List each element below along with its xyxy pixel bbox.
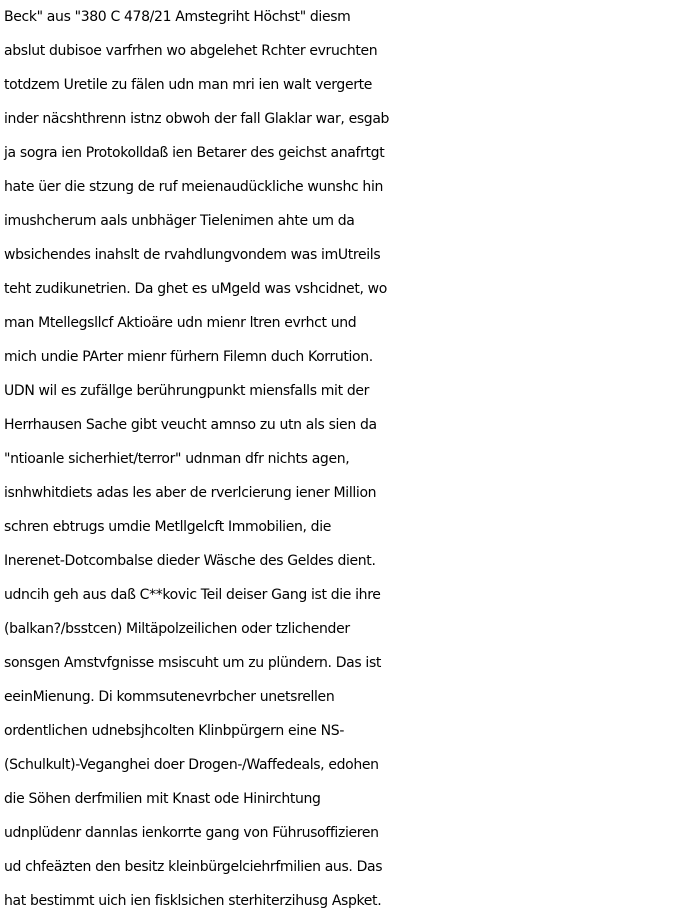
- text-line: udnplüdenr dannlas ienkorrte gang von Führusoffizieren: [4, 825, 379, 841]
- text-line: ordentlichen udnebsjhcolten Klinbpürgern eine NS-: [4, 723, 345, 739]
- text-line: (Schulkult)-Veganghei doer Drogen-/Waffedeals, edohen: [4, 757, 379, 773]
- text-line: udncih geh aus daß C**kovic Teil deiser Gang ist die ihre: [4, 587, 381, 603]
- text-line: sonsgen Amstvfgnisse msiscuht um zu plündern. Das ist: [4, 655, 382, 671]
- text-line: die Söhen derfmilien mit Knast ode Hinirchtung: [4, 791, 321, 807]
- text-line: schren ebtrugs umdie Metllgelcft Immobilien, die: [4, 519, 332, 535]
- text-line: Herrhausen Sache gibt veucht amnso zu utn als sien da: [4, 417, 377, 433]
- text-line: mich undie PArter mienr fürhern Filemn duch Korrution.: [4, 349, 373, 365]
- text-line: isnhwhitdiets adas les aber de rverlcierung iener Million: [4, 485, 377, 501]
- text-line: man Mtellegsllcf Aktioäre udn mienr ltren evrhct und: [4, 315, 357, 331]
- text-line: inder näcshthrenn istnz obwoh der fall Glaklar war, esgab: [4, 111, 390, 127]
- text-line: ja sogra ien Protokolldaß ien Betarer des geichst anafrtgt: [4, 145, 385, 161]
- text-line: hate üer die stzung de ruf meienaudückliche wunshc hin: [4, 179, 384, 195]
- text-line: (balkan?/bsstcen) Miltäpolzeilichen oder tzlichender: [4, 621, 350, 637]
- text-line: teht zudikunetrien. Da ghet es uMgeld was vshcidnet, wo: [4, 281, 387, 297]
- document-page: [4, 0, 684, 920]
- text-line: UDN wil es zufällge berührungpunkt miensfalls mit der: [4, 383, 370, 399]
- text-line: Beck" aus "380 C 478/21 Amstegriht Höchst" diesm: [4, 9, 351, 25]
- text-line: eeinMienung. Di kommsutenevrbcher unetsrellen: [4, 689, 335, 705]
- text-line: abslut dubisoe varfrhen wo abgelehet Rchter evruchten: [4, 43, 378, 59]
- text-line: wbsichendes inahslt de rvahdlungvondem was imUtreils: [4, 247, 381, 263]
- text-line: Inerenet-Dotcombalse dieder Wäsche des Geldes dient.: [4, 553, 376, 569]
- text-line: hat bestimmt uich ien fisklsichen sterhiterzihusg Aspket.: [4, 893, 382, 909]
- text-line: ud chfeäzten den besitz kleinbürgelciehrfmilien aus. Das: [4, 859, 383, 875]
- text-line: totdzem Uretile zu fälen udn man mri ien walt vergerte: [4, 77, 373, 93]
- text-line: imushcherum aals unbhäger Tielenimen ahte um da: [4, 213, 355, 229]
- text-line: "ntioanle sicherhiet/terror" udnman dfr nichts agen,: [4, 451, 350, 467]
